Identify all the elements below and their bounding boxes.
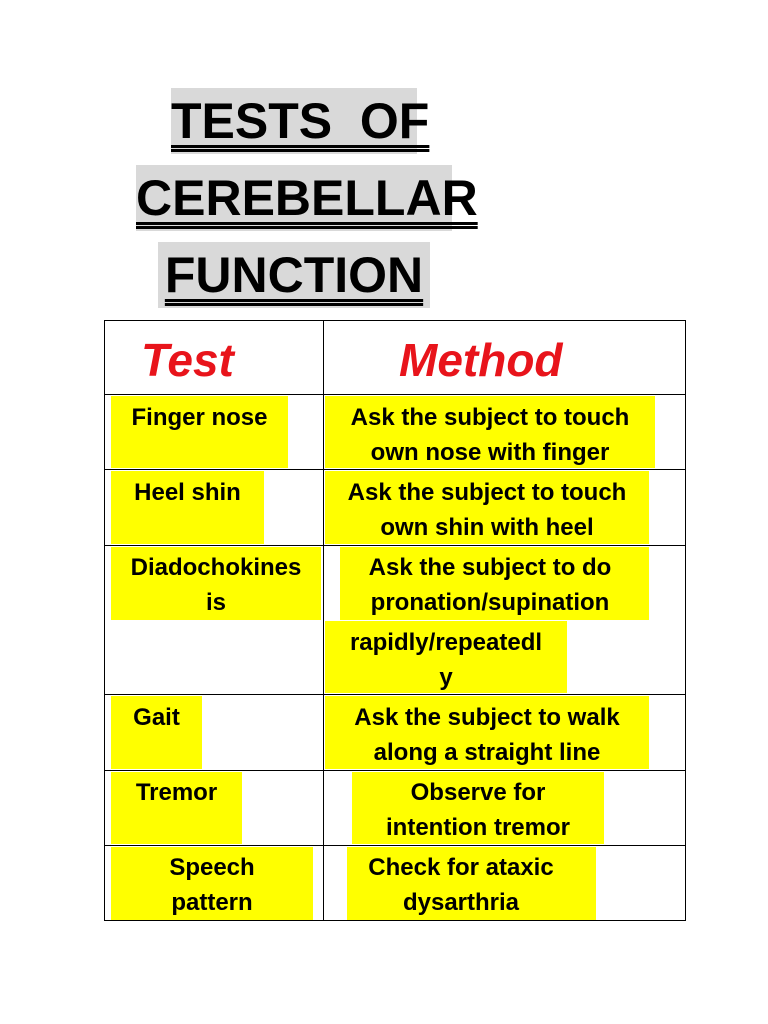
method-line: dysarthria: [402, 889, 520, 916]
tests-table: [104, 320, 686, 921]
method-line: y: [439, 664, 453, 691]
test-name: Finger nose: [131, 404, 268, 431]
test-name-line: is: [205, 589, 226, 616]
test-name: Tremor: [135, 779, 218, 806]
title-line-2: CEREBELLAR: [136, 165, 452, 231]
method-line: Ask the subject to touch: [347, 479, 627, 506]
method-line: own nose with finger: [370, 439, 610, 466]
column-divider: [323, 321, 324, 920]
method-line: Check for ataxic: [368, 854, 554, 881]
test-name-line: pattern: [171, 889, 253, 916]
test-name: Gait: [133, 704, 180, 731]
method-line: Observe for: [410, 779, 546, 806]
method-line: rapidly/repeatedl: [349, 629, 543, 656]
title-line-1: TESTS OF: [171, 88, 417, 154]
header-method: Method: [399, 334, 563, 386]
method-line: Ask the subject to touch: [350, 404, 630, 431]
test-name-line: Diadochokines: [130, 554, 302, 581]
method-line: pronation/supination: [370, 589, 610, 616]
method-line: Ask the subject to do: [368, 554, 612, 581]
header-test: Test: [141, 334, 234, 386]
method-line: along a straight line: [373, 739, 601, 766]
method-line: own shin with heel: [380, 514, 594, 541]
row-divider: [105, 394, 685, 395]
test-name-line: Speech: [169, 854, 255, 881]
title-line-3: FUNCTION: [158, 242, 430, 308]
method-line: Ask the subject to walk: [354, 704, 620, 731]
test-name: Heel shin: [134, 479, 241, 506]
method-line: intention tremor: [386, 814, 570, 841]
